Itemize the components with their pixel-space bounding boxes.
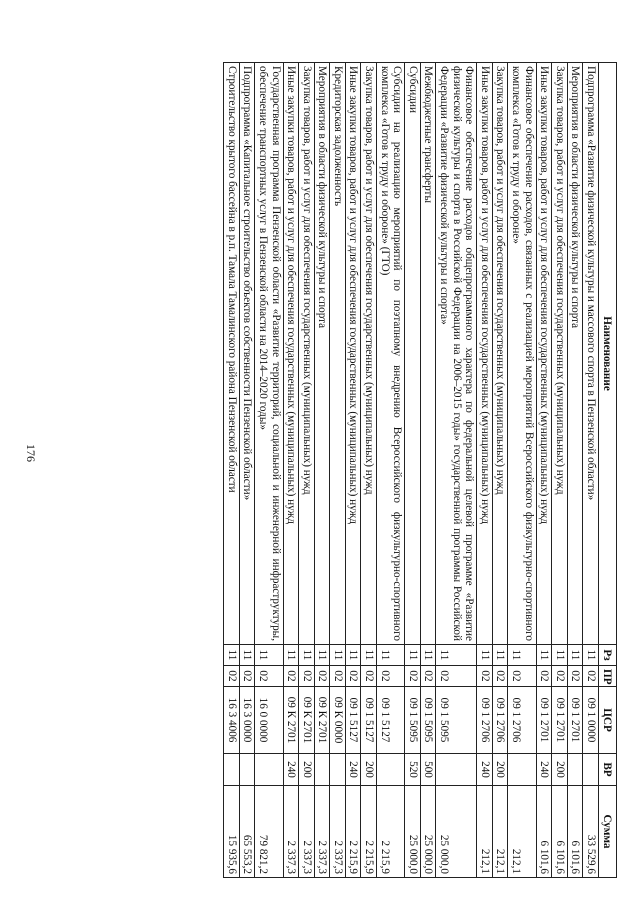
cell-vr: 200 — [552, 754, 568, 786]
cell-rz: 11 — [377, 645, 405, 666]
cell-pr: 02 — [552, 666, 568, 687]
table-row — [552, 63, 568, 878]
cell-rz: 11 — [239, 645, 255, 666]
table-row — [345, 63, 361, 878]
cell-pr: 02 — [345, 666, 361, 687]
table-row — [224, 63, 240, 878]
cell-pr: 02 — [567, 666, 583, 687]
cell-sum: 2 337,3 — [299, 786, 315, 878]
cell-vr — [255, 754, 283, 786]
cell-name: Финансовое обеспечение расходов, связанных с реализацией мероприятий Всероссийского физкультурно-спортивного комплекса «Готов к труду и обороне» — [508, 63, 536, 645]
budget-table — [223, 62, 617, 878]
cell-rz: 11 — [224, 645, 240, 666]
cell-csr: 09 1 2701 — [536, 687, 552, 754]
table-row — [492, 63, 508, 878]
cell-csr: 09 К 2701 — [314, 687, 330, 754]
cell-sum: 25 000,0 — [420, 786, 436, 878]
table-row — [420, 63, 436, 878]
cell-csr: 16 0 0000 — [255, 687, 283, 754]
cell-name: Подпрограмма «Капитальное строительство объектов собственности Пензенской области» — [239, 63, 255, 645]
cell-name: Субсидии на реализацию мероприятий по поэтапному внедрению Всероссийского физкультурно-спортивного комплекса «Готов к труду и обороне» (ГТО) — [377, 63, 405, 645]
cell-vr: 240 — [345, 754, 361, 786]
cell-vr: 200 — [299, 754, 315, 786]
cell-vr — [436, 754, 477, 786]
cell-vr: 500 — [420, 754, 436, 786]
cell-sum: 2 215,9 — [361, 786, 377, 878]
cell-pr: 02 — [377, 666, 405, 687]
cell-rz: 11 — [405, 645, 421, 666]
cell-name: Иные закупки товаров, работ и услуг для обеспечения государственных (муниципальных) нужд — [283, 63, 299, 645]
cell-name: Субсидии — [405, 63, 421, 645]
cell-csr: 09 К 2701 — [299, 687, 315, 754]
cell-name: Закупка товаров, работ и услуг для обеспечения государственных (муниципальных) нужд — [361, 63, 377, 645]
table-header-row — [599, 63, 617, 878]
cell-rz: 11 — [567, 645, 583, 666]
cell-sum: 2 215,9 — [345, 786, 361, 878]
rotated-page-area — [40, 62, 617, 877]
cell-csr: 09 1 2701 — [552, 687, 568, 754]
cell-vr — [314, 754, 330, 786]
cell-vr — [224, 754, 240, 786]
cell-name: Кредиторская задолженность — [330, 63, 346, 645]
cell-pr: 02 — [330, 666, 346, 687]
cell-pr: 02 — [361, 666, 377, 687]
cell-csr: 09 1 5095 — [420, 687, 436, 754]
cell-name: Иные закупки товаров, работ и услуг для обеспечения государственных (муниципальных) нужд — [345, 63, 361, 645]
cell-csr: 09 1 5127 — [377, 687, 405, 754]
cell-name: Иные закупки товаров, работ и услуг для обеспечения государственных (муниципальных) нужд — [536, 63, 552, 645]
cell-rz: 11 — [299, 645, 315, 666]
cell-vr — [239, 754, 255, 786]
cell-name: Мероприятия в области физической культуры и спорта — [567, 63, 583, 645]
cell-rz: 11 — [330, 645, 346, 666]
table-row — [567, 63, 583, 878]
cell-name: Закупка товаров, работ и услуг для обеспечения государственных (муниципальных) нужд — [552, 63, 568, 645]
cell-pr: 02 — [224, 666, 240, 687]
cell-pr: 02 — [405, 666, 421, 687]
cell-sum: 25 000,0 — [436, 786, 477, 878]
cell-vr — [330, 754, 346, 786]
cell-sum: 212,1 — [508, 786, 536, 878]
cell-pr: 02 — [283, 666, 299, 687]
cell-name: Иные закупки товаров, работ и услуг для обеспечения государственных (муниципальных) нужд — [477, 63, 493, 645]
header-csr: ЦСР — [599, 687, 617, 754]
cell-vr: 200 — [492, 754, 508, 786]
table-row — [283, 63, 299, 878]
table-row — [330, 63, 346, 878]
cell-name: Строительство крытого бассейна в р.п. Тамала Тамалинского района Пензенской области — [224, 63, 240, 645]
table-row — [508, 63, 536, 878]
cell-pr: 02 — [436, 666, 477, 687]
cell-name: Финансовое обеспечение расходов общепрограммного характера по федеральной целевой программе «Развитие физической культуры и спорта в Российской Федерации на 2006–2015 годы» государственной программы Российской Федерации «Развитие физической культуры и спорта» — [436, 63, 477, 645]
cell-csr: 09 К 2701 — [283, 687, 299, 754]
cell-rz: 11 — [345, 645, 361, 666]
cell-rz: 11 — [508, 645, 536, 666]
cell-vr: 200 — [361, 754, 377, 786]
cell-csr: 09 К 0000 — [330, 687, 346, 754]
cell-rz: 11 — [477, 645, 493, 666]
table-row — [314, 63, 330, 878]
header-rz: Рз — [599, 645, 617, 666]
cell-name: Закупка товаров, работ и услуг для обеспечения государственных (муниципальных) нужд — [492, 63, 508, 645]
cell-csr: 09 1 5127 — [345, 687, 361, 754]
cell-csr: 09 1 2706 — [492, 687, 508, 754]
cell-pr: 02 — [583, 666, 599, 687]
cell-pr: 02 — [492, 666, 508, 687]
cell-vr — [583, 754, 599, 786]
cell-name: Межбюджетные трансферты — [420, 63, 436, 645]
header-vr: ВР — [599, 754, 617, 786]
cell-rz: 11 — [552, 645, 568, 666]
cell-vr — [377, 754, 405, 786]
cell-csr: 09 1 2706 — [477, 687, 493, 754]
cell-vr: 240 — [536, 754, 552, 786]
header-sum: Сумма — [599, 786, 617, 878]
cell-rz: 11 — [283, 645, 299, 666]
cell-sum: 15 935,6 — [224, 786, 240, 878]
cell-sum: 33 529,6 — [583, 786, 599, 878]
cell-pr: 02 — [508, 666, 536, 687]
cell-pr: 02 — [314, 666, 330, 687]
cell-rz: 11 — [255, 645, 283, 666]
cell-vr — [508, 754, 536, 786]
cell-vr — [567, 754, 583, 786]
cell-name: Закупка товаров, работ и услуг для обеспечения государственных (муниципальных) нужд — [299, 63, 315, 645]
cell-csr: 09 1 5127 — [361, 687, 377, 754]
cell-rz: 11 — [436, 645, 477, 666]
table-row — [299, 63, 315, 878]
cell-sum: 212,1 — [477, 786, 493, 878]
cell-csr: 09 1 5095 — [436, 687, 477, 754]
cell-vr: 240 — [283, 754, 299, 786]
cell-pr: 02 — [420, 666, 436, 687]
cell-csr: 09 1 5095 — [405, 687, 421, 754]
cell-sum: 25 000,0 — [405, 786, 421, 878]
table-row — [583, 63, 599, 878]
cell-sum: 2 337,3 — [314, 786, 330, 878]
cell-sum: 6 101,6 — [552, 786, 568, 878]
cell-name: Государственная программа Пензенской области «Развитие территорий, социальной и инженерной инфраструктуры, обеспечение транспортных услуг в Пензенской области на 2014–2020 годы» — [255, 63, 283, 645]
cell-vr: 240 — [477, 754, 493, 786]
table-row — [436, 63, 477, 878]
cell-sum: 2 337,3 — [283, 786, 299, 878]
cell-name: Мероприятия в области физической культуры и спорта — [314, 63, 330, 645]
cell-rz: 11 — [314, 645, 330, 666]
cell-csr: 16 3 4006 — [224, 687, 240, 754]
table-row — [536, 63, 552, 878]
cell-sum: 212,1 — [492, 786, 508, 878]
cell-rz: 11 — [583, 645, 599, 666]
page-number: 176 — [24, 444, 38, 462]
cell-rz: 11 — [420, 645, 436, 666]
cell-sum: 6 101,6 — [567, 786, 583, 878]
cell-rz: 11 — [492, 645, 508, 666]
table-row — [377, 63, 405, 878]
header-pr: ПР — [599, 666, 617, 687]
cell-csr: 09 1 0000 — [583, 687, 599, 754]
cell-sum: 6 101,6 — [536, 786, 552, 878]
table-row — [405, 63, 421, 878]
cell-sum: 65 553,2 — [239, 786, 255, 878]
table-row — [239, 63, 255, 878]
cell-rz: 11 — [536, 645, 552, 666]
cell-csr: 09 1 2706 — [508, 687, 536, 754]
cell-sum: 2 215,9 — [377, 786, 405, 878]
cell-pr: 02 — [299, 666, 315, 687]
table-row — [361, 63, 377, 878]
cell-vr: 520 — [405, 754, 421, 786]
cell-csr: 09 1 2701 — [567, 687, 583, 754]
cell-pr: 02 — [239, 666, 255, 687]
budget-table-container — [40, 62, 617, 877]
cell-pr: 02 — [536, 666, 552, 687]
cell-pr: 02 — [477, 666, 493, 687]
cell-pr: 02 — [255, 666, 283, 687]
cell-sum: 79 821,2 — [255, 786, 283, 878]
table-row — [255, 63, 283, 878]
header-name: Наименование — [599, 63, 617, 645]
cell-rz: 11 — [361, 645, 377, 666]
cell-sum: 2 337,3 — [330, 786, 346, 878]
cell-csr: 16 3 0000 — [239, 687, 255, 754]
cell-name: Подпрограмма «Развитие физической культуры и массового спорта в Пензенской области» — [583, 63, 599, 645]
table-row — [477, 63, 493, 878]
table-body — [224, 63, 599, 878]
